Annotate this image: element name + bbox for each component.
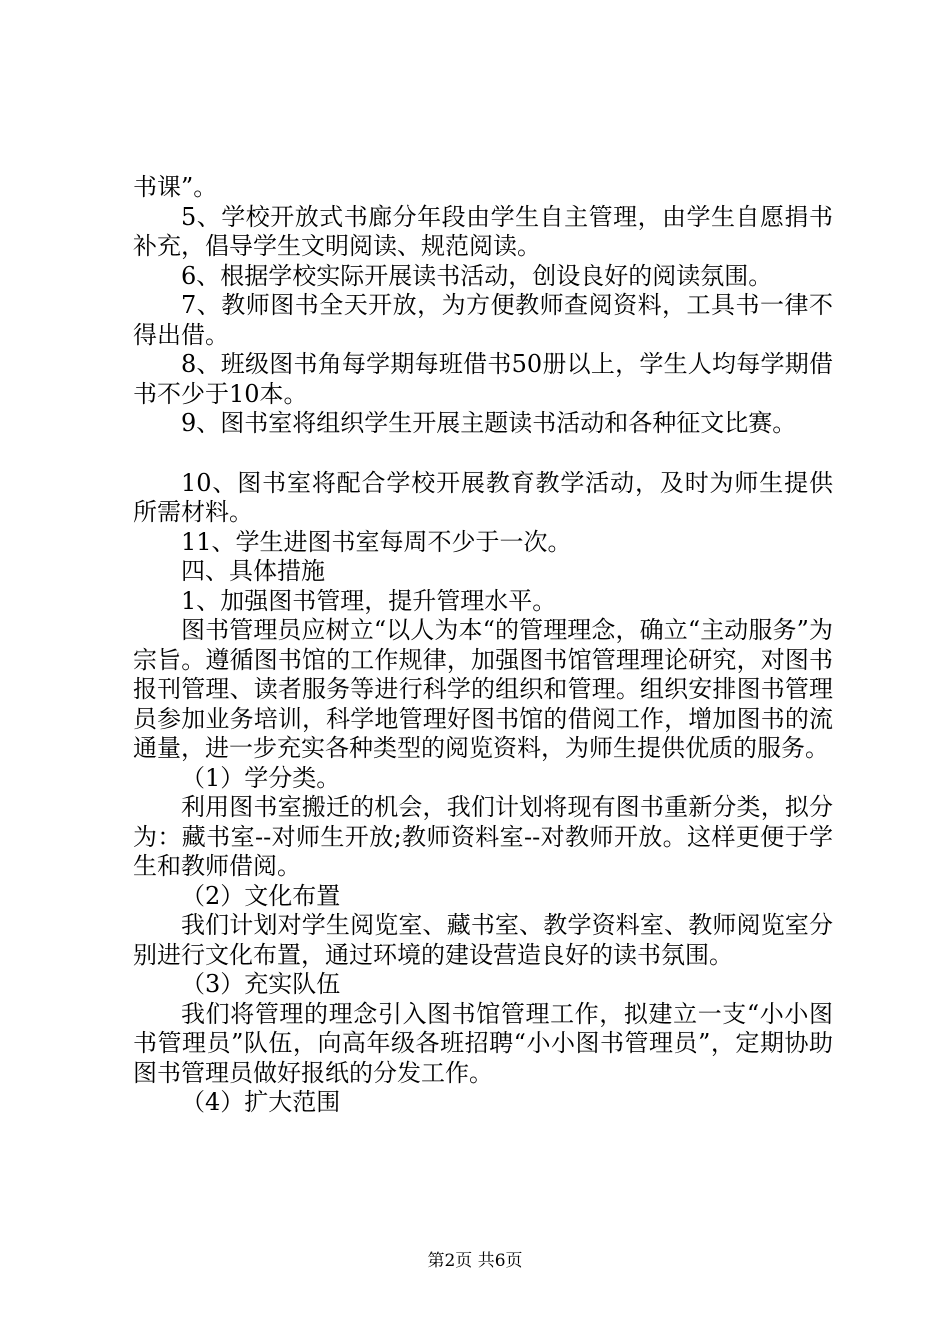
section-heading: 四、具体措施 bbox=[181, 557, 325, 585]
paragraph: 7、教师图书全天开放，为方便教师查阅资料，工具书一律不得出借。 bbox=[133, 291, 833, 349]
document-body bbox=[133, 173, 833, 1118]
item-heading: （2）文化布置 bbox=[181, 881, 341, 910]
paragraph: 11、学生进图书室每周不少于一次。 bbox=[181, 527, 572, 556]
paragraph: 10、图书室将配合学校开展教育教学活动，及时为师生提供所需材料。 bbox=[133, 468, 833, 526]
subsection-heading: 1、加强图书管理，提升管理水平。 bbox=[181, 586, 557, 615]
paragraph: 8、班级图书角每学期每班借书50册以上，学生人均每学期借书不少于10本。 bbox=[133, 350, 833, 408]
page-footer: 第2页 共6页 bbox=[427, 1251, 523, 1271]
item-heading: （1）学分类。 bbox=[181, 763, 341, 792]
paragraph: 我们将管理的理念引入图书馆管理工作，拟建立一支“小小图书管理员”队伍，向高年级各班招聘“小小图书管理员”，定期协助图书管理员做好报纸的分发工作。 bbox=[133, 999, 833, 1087]
paragraph: 图书管理员应树立“以人为本“的管理理念，确立“主动服务”为宗旨。遵循图书馆的工作规律，加强图书馆管理理论研究，对图书报刊管理、读者服务等进行科学的组织和管理。组织安排图书管理员参加业务培训，科学地管理好图书馆的借阅工作，增加图书的流通量，进一步充实各种类型的阅览资料，为师生提供优质的服务。 bbox=[133, 616, 833, 762]
paragraph: 9、图书室将组织学生开展主题读书活动和各种征文比赛。 bbox=[181, 409, 797, 437]
paragraph: 6、根据学校实际开展读书活动，创设良好的阅读氛围。 bbox=[181, 261, 773, 290]
paragraph: 书课”。 bbox=[133, 173, 218, 201]
item-heading: （4）扩大范围 bbox=[181, 1088, 341, 1116]
paragraph: 我们计划对学生阅览室、藏书室、教学资料室、教师阅览室分别进行文化布置，通过环境的建设营造良好的读书氛围。 bbox=[133, 911, 833, 969]
item-heading: （3）充实队伍 bbox=[181, 970, 341, 998]
paragraph: 5、学校开放式书廊分年段由学生自主管理，由学生自愿捐书补充，倡导学生文明阅读、规范阅读。 bbox=[133, 202, 833, 260]
paragraph: 利用图书室搬迁的机会，我们计划将现有图书重新分类，拟分为：藏书室--对师生开放;教师资料室--对教师开放。这样更便于学生和教师借阅。 bbox=[133, 793, 833, 880]
